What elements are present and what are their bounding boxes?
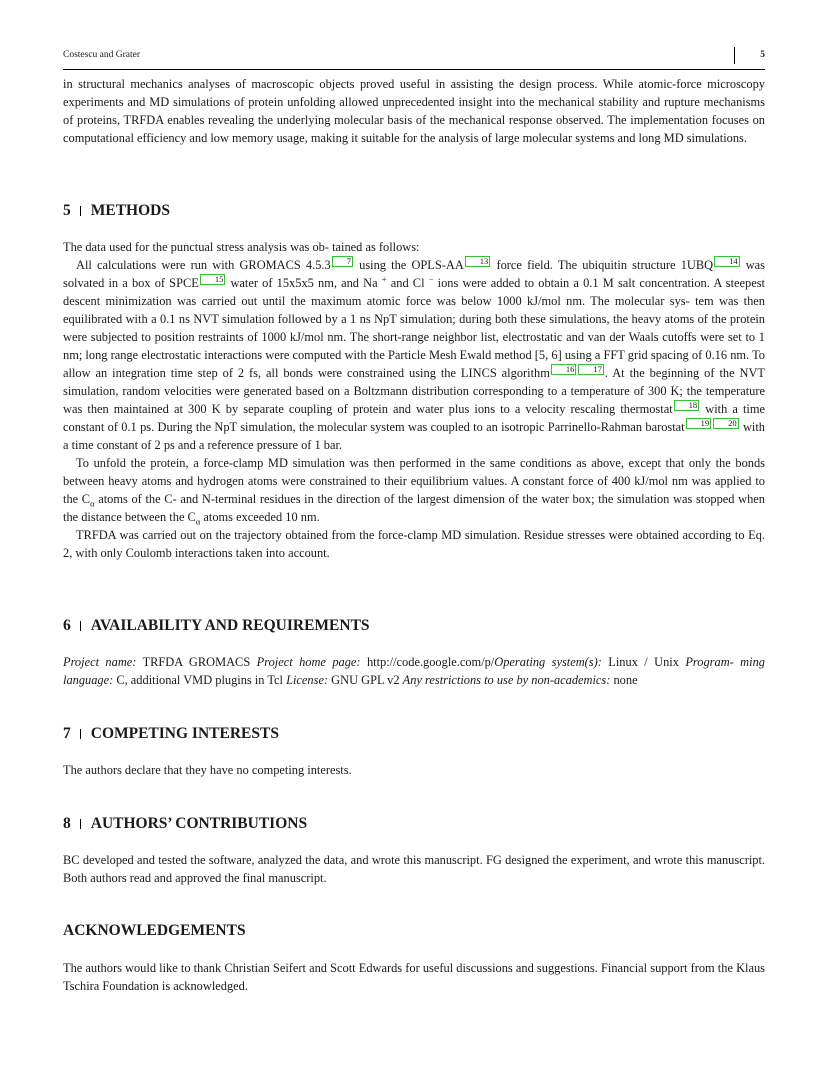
section-title: METHODS (90, 202, 170, 219)
section-title: AVAILABILITY AND REQUIREMENTS (90, 617, 370, 634)
availability-text: Project name: TRFDA GROMACS Project home page: http://code.google.com/p/Operating system(s): Linux / Unix Program- ming language: C, additional VMD plugins in Tcl License: GNU GPL v2 Any restrictions to use by non-academics: none (63, 655, 765, 687)
methods-body (63, 238, 765, 562)
heading-divider (80, 729, 81, 739)
competing-interests-body (63, 761, 765, 779)
running-head (63, 47, 765, 70)
section-number: 7 (63, 725, 71, 742)
citation-link[interactable]: 15 (200, 274, 226, 285)
section-title: AUTHORS’ CONTRIBUTIONS (90, 815, 308, 832)
section-heading-contributions (63, 815, 307, 833)
section-title: ACKNOWLEDGEMENTS (63, 922, 246, 939)
section-heading-methods (63, 202, 170, 220)
running-head-authors: Costescu and Grater (63, 50, 141, 60)
heading-divider (80, 819, 81, 829)
heading-divider (80, 206, 81, 216)
section-heading-acknowledgements (63, 922, 246, 940)
section-heading-competing-interests (63, 725, 279, 743)
project-url[interactable]: http://code.google.com/p/ (360, 655, 495, 669)
competing-interests-text: The authors declare that they have no competing interests. (63, 763, 352, 777)
intro-text: in structural mechanics analyses of macroscopic objects proved useful in assisting the design process. While atomic-force microscopy experiments and MD simulations of protein unfolding allowed unprecedented insight into the mechanical stability and rupture mechanisms of proteins, TRFDA enables revealing the underlying molecular basis of the mechanical response observed. The implementation focuses on computational efficiency and low memory usage, making it suitable for the analysis of large molecular systems and long MD simulations. (63, 77, 765, 145)
citation-link[interactable]: 7 (332, 256, 353, 267)
running-head-divider (734, 47, 735, 64)
superscript-minus: − (428, 273, 434, 284)
section-title: COMPETING INTERESTS (90, 725, 279, 742)
citation-link[interactable]: 16 (551, 364, 577, 375)
citation-link[interactable]: 19 (686, 418, 712, 429)
heading-divider (80, 621, 81, 631)
section-number: 8 (63, 815, 71, 832)
intro-paragraph (63, 75, 765, 147)
citation-link[interactable]: 18 (674, 400, 700, 411)
subscript-alpha: α (90, 498, 95, 509)
subscript-alpha: α (195, 516, 201, 527)
availability-body (63, 653, 765, 689)
citation-link[interactable]: 14 (714, 256, 740, 267)
acknowledgements-body (63, 959, 765, 995)
citation-link[interactable]: 20 (713, 418, 739, 429)
contributions-body (63, 851, 765, 887)
page-number: 5 (760, 50, 765, 60)
methods-paragraph-2: To unfold the protein, a force-clamp MD simulation was then performed in the same conditions as above, except that only the bonds between heavy atoms and hydrogen atoms were constrained to their equilibrium values. A constant force of 400 kJ/mol nm was applied to the $C_\alpha$ atoms of the C- and N-terminal residues in the direction of the largest dimension of the water box; the simulation was stopped when the distance between the $C_\alpha$ atoms exceeded 10 nm. (63, 456, 766, 527)
superscript-plus: + (381, 273, 387, 284)
section-number: 5 (63, 202, 71, 219)
contributions-text: BC developed and tested the software, analyzed the data, and wrote this manuscript. FG designed the experiment, and wrote this manuscript. Both authors read and approved the final manuscript. (63, 853, 765, 885)
citation-link[interactable]: 13 (465, 256, 491, 267)
citation-link[interactable]: 17 (578, 364, 604, 375)
section-heading-availability (63, 617, 370, 635)
methods-paragraph-3: TRFDA was carried out on the trajectory obtained from the force-clamp MD simulation. Residue stresses were obtained according to Eq. 2, with only Coulomb interactions taken into account. (63, 528, 765, 560)
section-number: 6 (63, 617, 71, 634)
methods-intro-line: The data used for the punctual stress analysis was ob- tained as follows: (63, 240, 420, 254)
methods-paragraph-1: All calculations were run with GROMACS 4.5.3 7 using the OPLS-AA 13 force field. The ubiquitin structure 1UBQ 14 was solvated in a box of SPCE 15 water of 15x5x5 nm, and Na + and Cl − ions were added to obtain a 0.1 M salt concentration. A steepest descent minimization was carried out until the maximum atomic force was below 1000 kJ/mol nm. The molecular sys- tem was then equilibrated with a 0.1 ns NVT simulation followed by a 1 ns NpT simulation; during both these simulations, the heavy atoms of the protein were subjected to position restraints of 1000 kJ/mol nm. The short-range neighbor list, electrostatic and van der Waals cutoffs were set to 1 nm; long range electrostatic interactions were computed with the Particle Mesh Ewald method [5, 6] using a FFT grid spacing of 0.16 nm. To allow an integration time step of 2 fs, all bonds were constrained using the LINCS algorithm 16 17 . At the beginning of the NVT simulation, random velocities were generated based on a Boltzmann distribution corresponding to a temperature of 300 K; the temperature was then maintained at 300 K by separate coupling of protein and water plus ions to a velocity rescaling thermostat 18 with a time constant of 0.1 ps. During the NpT simulation, the molecular system was coupled to an isotropic Parrinello-Rahman barostat 19 20 with a time constant of 2 ps and a reference pressure of 1 bar. (63, 256, 766, 452)
acknowledgements-text: The authors would like to thank Christian Seifert and Scott Edwards for useful discussions and suggestions. Financial support from the Klaus Tschira Foundation is acknowledged. (63, 961, 765, 993)
